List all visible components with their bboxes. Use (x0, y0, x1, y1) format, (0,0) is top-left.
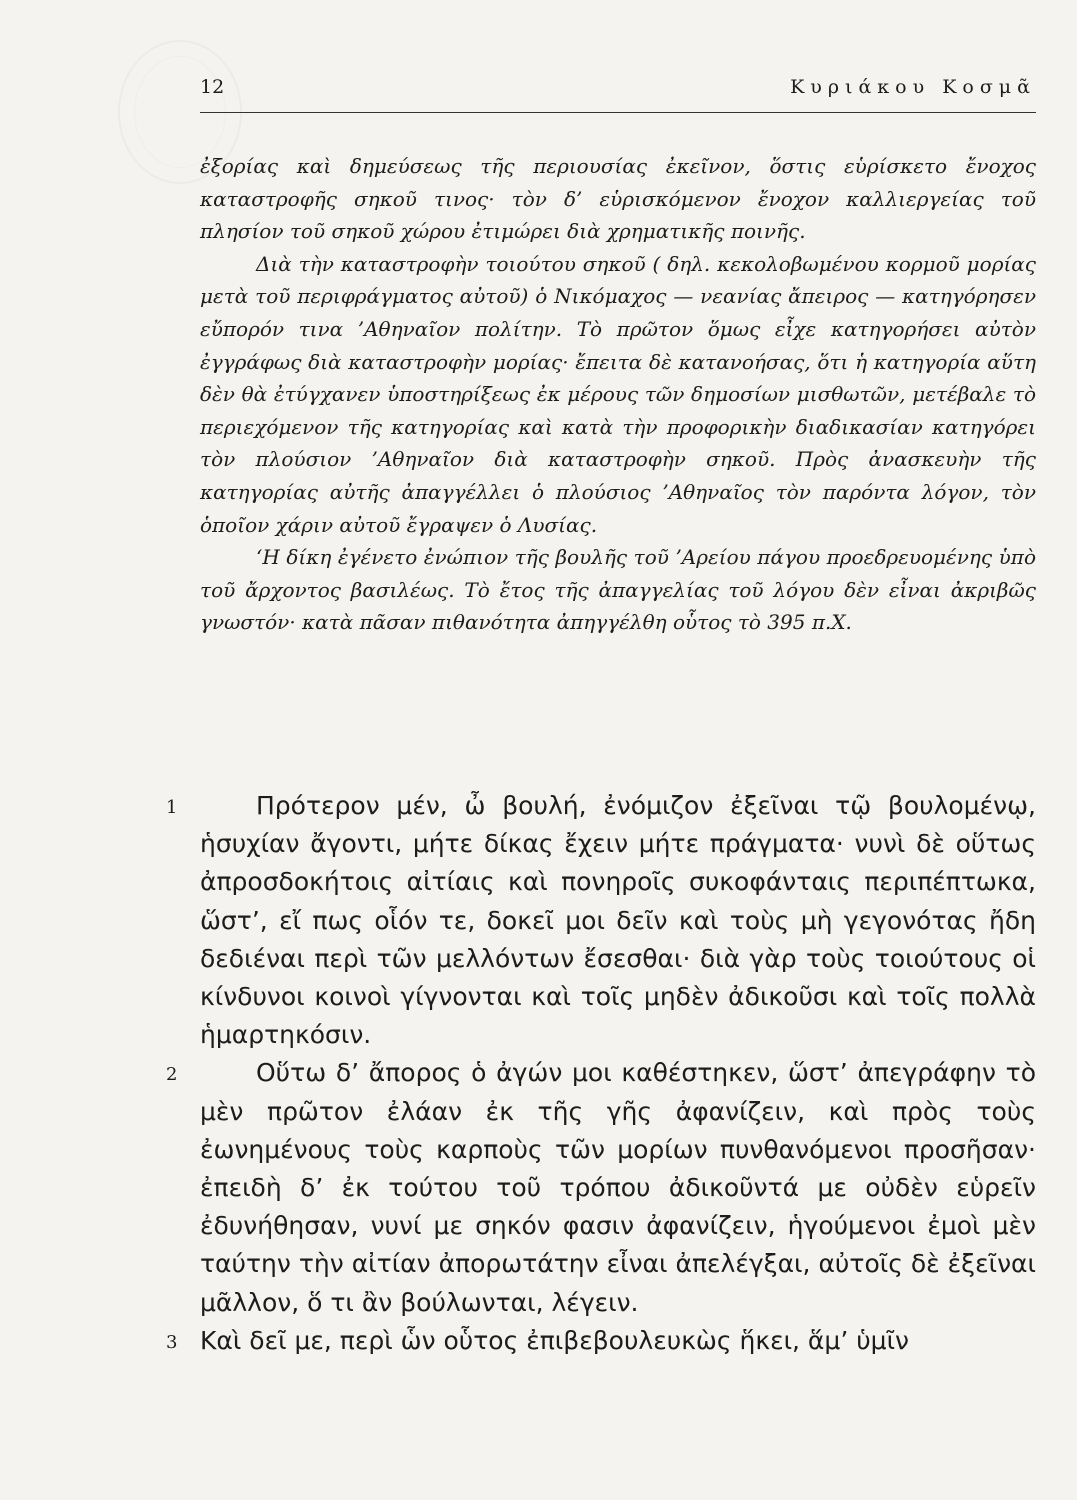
section-text: Πρότερον μέν, ὦ βουλή, ἐνόμιζον ἐξεῖναι τῷ βουλομένῳ, ἡσυχίαν ἄγοντι, μήτε δίκας ἔχειν μήτε πράγματα· νυνὶ δὲ οὕτως ἀπροσδοκήτοις αἰτίαις καὶ πονηροῖς συκοφάνταις περιπέπτωκα, ὥστ’, εἴ πως οἷόν τε, δοκεῖ μοι δεῖν καὶ τοὺς μὴ γεγονότας ἤδη δεδιέναι περὶ τῶν μελλόντων ἔσεσθαι· διὰ γὰρ τοὺς τοιούτους οἱ κίνδυνοι κοινοὶ γίγνονται καὶ τοῖς μηδὲν ἀδικοῦσι καὶ τοῖς πολλὰ ἡμαρτηκόσιν. (200, 791, 1036, 1050)
section-text: Οὕτω δ’ ἄπορος ὁ ἀγών μοι καθέστηκεν, ὥστ’ ἀπεγράφην τὸ μὲν πρῶτον ἐλάαν ἐκ τῆς γῆς ἀφανίζειν, καὶ πρὸς τοὺς ἐωνημένους τοὺς καρποὺς τῶν μορίων πυνθανόμενοι προσῆσαν· ἐπειδὴ δ’ ἐκ τούτου τοῦ τρόπου ἀδικοῦντά με οὐδὲν εὑρεῖν ἐδυνήθησαν, νυνί με σηκόν φασιν ἀφανίζειν, ἡγούμενοι ἐμοὶ μὲν ταύτην τὴν αἰτίαν ἀπορωτάτην εἶναι ἀπελέγξαι, αὐτοῖς δὲ ἐξεῖναι μᾶλλον, ὅ τι ἂν βούλωνται, λέγειν. (200, 1058, 1036, 1317)
header-rule (200, 112, 1036, 113)
section-number: 1 (166, 797, 178, 818)
page-header (200, 76, 1036, 106)
section-number: 3 (166, 1331, 178, 1353)
section-number: 2 (166, 1064, 178, 1086)
section-text: Καὶ δεῖ με, περὶ ὧν οὗτος ἐπιβεβουλευκὼς ἥκει, ἅμ’ ὑμῖν (200, 1325, 910, 1355)
speech-section (166, 1322, 1036, 1360)
speech-section (166, 1054, 1036, 1321)
intro-paragraph: Διὰ τὴν καταστροφὴν τοιούτου σηκοῦ ( δηλ. κεκολοβωμένου κορμοῦ μορίας μετὰ τοῦ περιφράγματος αὐτοῦ) ὁ Νικόμαχος — νεανίας ἄπειρος — κατηγόρησεν εὔπορόν τινα ’Αθηναῖον πολίτην. Τὸ πρῶτον ὅμως εἶχε κατηγορήσει αὐτὸν ἐγγράφως διὰ καταστροφὴν μορίας· ἔπειτα δὲ κατανοήσας, ὅτι ἡ κατηγορία αὕτη δὲν θὰ ἐτύγχανεν ὑποστηρίξεως ἐκ μέρους τῶν δημοσίων μισθωτῶν, μετέβαλε τὸ περιεχόμενον τῆς κατηγορίας καὶ κατὰ τὴν προφορικὴν διαδικασίαν κατηγόρει τὸν πλούσιον ’Αθηναῖον διὰ καταστροφὴν σηκοῦ. Πρὸς ἀνασκευὴν τῆς κατηγορίας αὐτῆς ἀπαγγέλλει ὁ πλούσιος ’Αθηναῖος τὸν παρόντα λόγον, τὸν ὁποῖον χάριν αὐτοῦ ἔγραψεν ὁ Λυσίας. (200, 251, 1036, 537)
intro-paragraph: ἐξορίας καὶ δημεύσεως τῆς περιουσίας ἐκεῖνον, ὅστις εὑρίσκετο ἔνοχος καταστροφῆς σηκοῦ τινος· τὸν δ’ εὑρισκόμενον ἔνοχον καλλιεργείας τοῦ πλησίον τοῦ σηκοῦ χώρου ἐτιμώρει διὰ χρηματικῆς ποινῆς. (200, 154, 1036, 244)
running-head: Κυριάκου Κοσμᾶ (790, 76, 1036, 98)
page-number: 12 (200, 76, 225, 98)
intro-paragraph: ‘Η δίκη ἐγένετο ἐνώπιον τῆς βουλῆς τοῦ ’Αρείου πάγου προεδρευομένης ὑπὸ τοῦ ἄρχοντος βασιλέως. Τὸ ἔτος τῆς ἀπαγγελίας τοῦ λόγου δὲν εἶναι ἀκριβῶς γνωστόν· κατὰ πᾶσαν πιθανότητα ἀπηγγέλθη οὗτος τὸ 395 π.Χ. (200, 545, 1036, 635)
speech-section (166, 787, 1036, 1054)
introduction (200, 150, 1036, 639)
speech-text (166, 787, 1036, 1360)
